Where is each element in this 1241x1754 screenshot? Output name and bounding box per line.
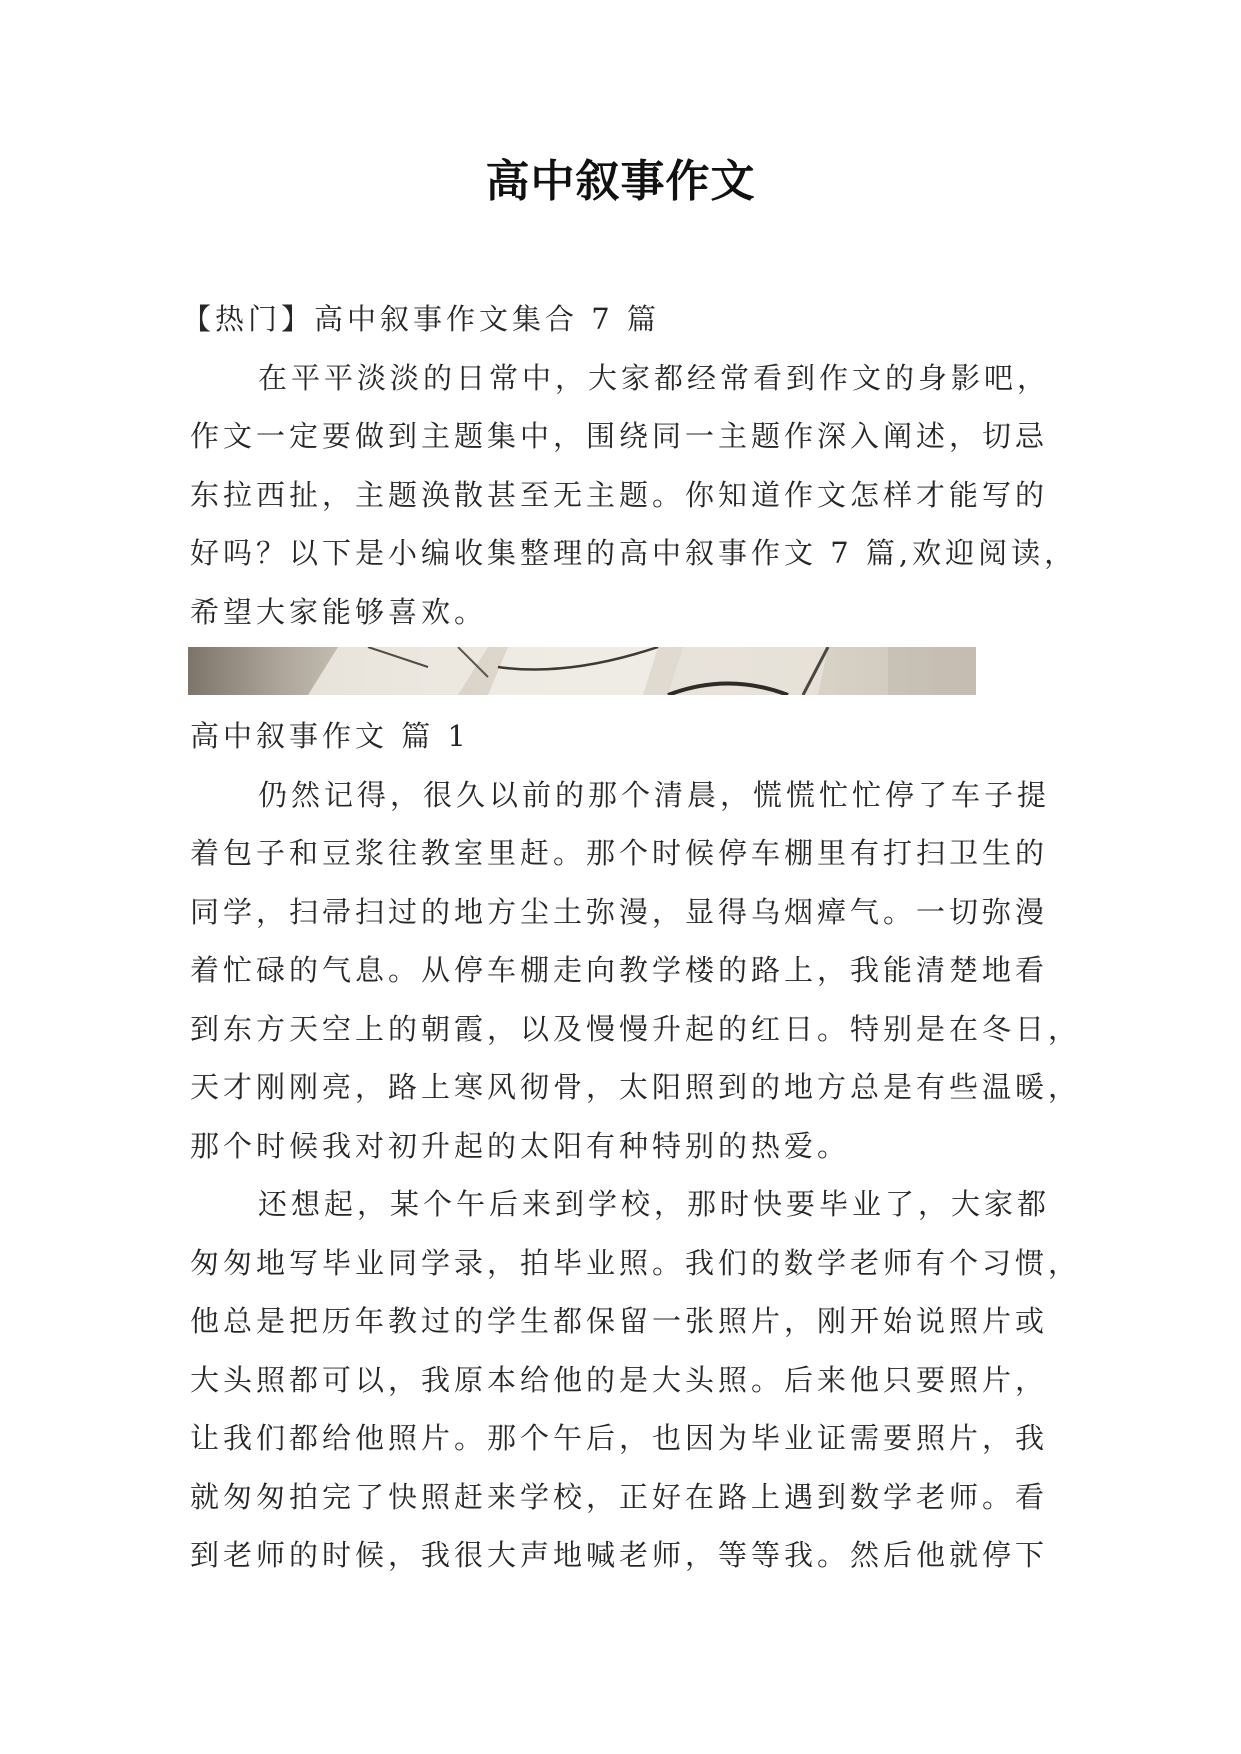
paragraph-line: 同学，扫帚扫过的地方尘土弥漫，显得乌烟瘴气。一切弥漫 <box>190 894 1049 929</box>
paragraph-line: 仍然记得，很久以前的那个清晨，慌慌忙忙停了车子提 <box>258 777 1051 812</box>
section1-paragraph-1 <box>190 766 1082 1176</box>
intro-line: 好吗？以下是小编收集整理的高中叙事作文 7 篇,欢迎阅读， <box>190 536 1078 570</box>
paragraph-line: 着包子和豆浆往教室里赶。那个时候停车棚里有打扫卫生的 <box>190 836 1049 870</box>
intro-paragraph <box>190 349 1078 642</box>
paragraph-line: 他总是把历年教过的学生都保留一张照片，刚开始说照片或 <box>190 1304 1049 1338</box>
paragraph-line: 到东方天空上的朝霞，以及慢慢升起的红日。特别是在冬日， <box>190 1011 1082 1046</box>
paragraph-line: 那个时候我对初升起的太阳有种特别的热爱。 <box>190 1128 851 1163</box>
banner-illustration <box>188 647 976 695</box>
paragraph-line: 到老师的时候，我很大声地喊老师，等等我。然后他就停下 <box>190 1538 1049 1572</box>
paragraph-line: 让我们都给他照片。那个午后，也因为毕业证需要照片，我 <box>190 1421 1049 1455</box>
intro-line: 在平平淡淡的日常中，大家都经常看到作文的身影吧， <box>258 360 1051 395</box>
photo-banner <box>188 647 976 695</box>
subtitle-text: 【热门】高中叙事作文集合 7 篇 <box>182 302 660 336</box>
document-title: 高中叙事作文 <box>485 156 756 207</box>
intro-subtitle <box>182 290 1070 349</box>
section1-paragraph-2 <box>190 1175 1082 1585</box>
intro-line: 作文一定要做到主题集中，围绕同一主题作深入阐述，切忌 <box>190 419 1049 453</box>
paragraph-line: 还想起，某个午后来到学校，那时快要毕业了，大家都 <box>258 1187 1051 1221</box>
paragraph-line: 天才刚刚亮，路上寒风彻骨，太阳照到的地方总是有些温暖， <box>190 1070 1082 1104</box>
paragraph-line: 就匆匆拍完了快照赶来学校，正好在路上遇到数学老师。看 <box>190 1479 1049 1514</box>
section-heading-text: 高中叙事作文 篇 1 <box>190 719 470 753</box>
document-body <box>182 290 1082 1585</box>
paragraph-line: 大头照都可以，我原本给他的是大头照。后来他只要照片， <box>190 1362 1049 1397</box>
section-heading <box>190 707 1070 766</box>
intro-line: 东拉西扯，主题涣散甚至无主题。你知道作文怎样才能写的 <box>190 477 1049 512</box>
intro-line: 希望大家能够喜欢。 <box>190 594 488 629</box>
paragraph-line: 着忙碌的气息。从停车棚走向教学楼的路上，我能清楚地看 <box>190 953 1049 987</box>
paragraph-line: 匆匆地写毕业同学录，拍毕业照。我们的数学老师有个习惯， <box>190 1245 1082 1280</box>
